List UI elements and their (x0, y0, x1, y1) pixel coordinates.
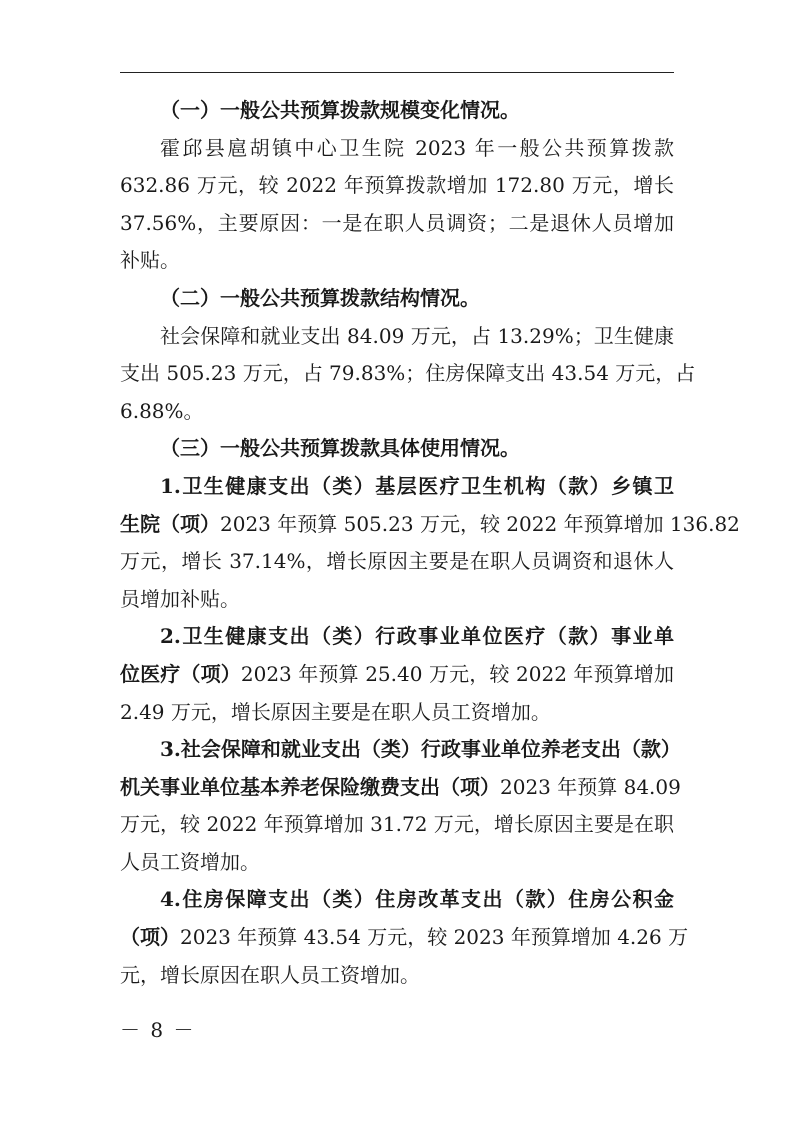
item-3-bold-part: 机关事业单位基本养老保险缴费支出（项） (120, 774, 500, 799)
item-1-text: 2023 年预算 505.23 万元，较 2022 年预算增加 136.82 (220, 511, 740, 536)
item-4-line (120, 919, 689, 957)
paragraph-line: 6.88%。 (120, 398, 204, 423)
paragraph-line: 补贴。 (120, 248, 180, 273)
page-number: － 8 － (120, 1018, 196, 1042)
item-3-title: 3.社会保障和就业支出（类）行政事业单位养老支出（款） (160, 737, 681, 762)
item-2-bold-part: 位医疗（项） (120, 661, 241, 686)
paragraph-line: 万元，较 2022 年预算增加 31.72 万元，增长原因主要是在职 (120, 812, 674, 837)
paragraph-line: 万元，增长 37.14%，增长原因主要是在职人员调资和退休人 (120, 549, 674, 574)
section-heading-1: （一）一般公共预算拨款规模变化情况。 (160, 98, 520, 122)
paragraph-line: 2.49 万元，增长原因主要是在职人员工资增加。 (120, 699, 551, 724)
item-2-line (120, 656, 674, 694)
paragraph-line: 元，增长原因在职人员工资增加。 (120, 962, 420, 987)
paragraph-line: 632.86 万元，较 2022 年预算拨款增加 172.80 万元，增长 (120, 173, 674, 198)
item-2-text: 2023 年预算 25.40 万元，较 2022 年预算增加 (240, 661, 675, 686)
item-1-line (120, 506, 740, 544)
item-4-title: 4.住房保障支出（类）住房改革支出（款）住房公积金 (160, 887, 674, 912)
paragraph-line: 社会保障和就业支出 84.09 万元，占 13.29%；卫生健康 (160, 323, 674, 348)
item-3-text: 2023 年预算 84.09 (500, 774, 681, 799)
paragraph-line: 37.56%，主要原因：一是在职人员调资；二是退休人员增加 (120, 210, 674, 235)
section-heading-3: （三）一般公共预算拨款具体使用情况。 (160, 436, 520, 461)
item-1-title: 1.卫生健康支出（类）基层医疗卫生机构（款）乡镇卫 (160, 473, 674, 498)
document-body (120, 92, 740, 994)
item-3-line (120, 769, 681, 807)
paragraph-line: 支出 505.23 万元，占 79.83%；住房保障支出 43.54 万元，占 (120, 361, 696, 386)
item-4-bold-part: （项） (120, 925, 180, 950)
paragraph-line: 员增加补贴。 (120, 586, 240, 611)
header-rule (120, 72, 674, 73)
item-2-title: 2.卫生健康支出（类）行政事业单位医疗（款）事业单 (160, 624, 674, 649)
paragraph-line: 人员工资增加。 (120, 849, 260, 874)
item-4-text: 2023 年预算 43.54 万元，较 2023 年预算增加 4.26 万 (180, 925, 689, 950)
section-heading-2: （二）一般公共预算拨款结构情况。 (160, 285, 480, 310)
paragraph-line: 霍邱县扈胡镇中心卫生院 2023 年一般公共预算拨款 (160, 135, 674, 160)
item-1-bold-part: 生院（项） (120, 511, 220, 536)
